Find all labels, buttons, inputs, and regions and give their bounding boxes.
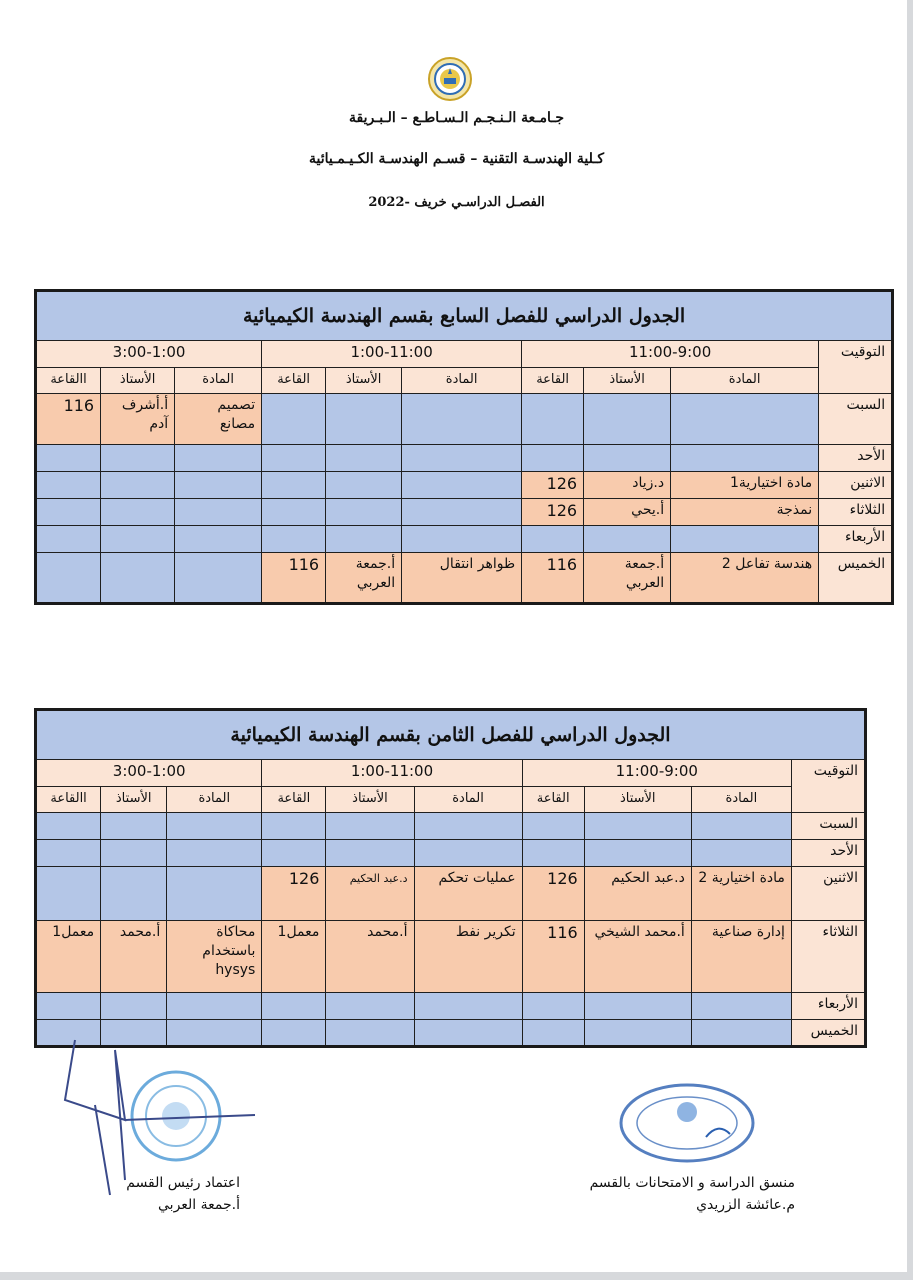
slot-header-1: 11:00-9:00: [522, 760, 791, 787]
subject-cell: محاكاة باستخدام hysys: [167, 921, 262, 993]
room-header: االقاعة: [36, 787, 101, 813]
teacher-cell: د.زياد: [584, 472, 671, 499]
teacher-header: الأستاذ: [584, 368, 671, 394]
day-label: الأحد: [819, 445, 893, 472]
room-cell: [522, 813, 584, 840]
room-cell: 116: [522, 921, 584, 993]
subject-cell: [414, 840, 522, 867]
room-header: القاعة: [522, 787, 584, 813]
slot-header-3: 3:00-1:00: [36, 341, 262, 368]
day-label: الأربعاء: [819, 526, 893, 553]
teacher-cell: [101, 553, 175, 604]
teacher-header: الأستاذ: [584, 787, 691, 813]
teacher-cell: [584, 1020, 691, 1047]
room-header: القاعة: [262, 368, 326, 394]
teacher-cell: [326, 993, 414, 1020]
room-cell: [36, 840, 101, 867]
subject-cell: [671, 526, 819, 553]
room-cell: [522, 1020, 584, 1047]
teacher-cell: [326, 499, 402, 526]
room-cell: [36, 499, 101, 526]
room-header: القاعة: [522, 368, 584, 394]
subject-cell: [167, 840, 262, 867]
signature-title: اعتماد رئيس القسم: [126, 1175, 240, 1191]
teacher-cell: د.عبد الحكيم: [584, 867, 691, 921]
day-label: الاثنين: [819, 472, 893, 499]
teacher-cell: [584, 993, 691, 1020]
university-logo-icon: [427, 56, 473, 102]
teacher-cell: [326, 472, 402, 499]
teacher-cell: أ.محمد الشيخي: [584, 921, 691, 993]
signature-title: منسق الدراسة و الامتحانات بالقسم: [589, 1175, 795, 1191]
teacher-header: الأستاذ: [326, 787, 414, 813]
teacher-cell: أ.يحي: [584, 499, 671, 526]
room-cell: [262, 526, 326, 553]
subject-cell: [167, 993, 262, 1020]
subject-cell: [175, 472, 262, 499]
subject-cell: تصميم مصانع: [175, 394, 262, 445]
teacher-cell: أ.جمعة العربي: [584, 553, 671, 604]
room-cell: 126: [262, 867, 326, 921]
room-cell: [522, 840, 584, 867]
subject-header: المادة: [414, 787, 522, 813]
room-cell: [36, 472, 101, 499]
room-cell: 116: [262, 553, 326, 604]
room-cell: [36, 553, 101, 604]
room-cell: [36, 526, 101, 553]
subject-cell: [414, 813, 522, 840]
subject-cell: هندسة تفاعل 2: [671, 553, 819, 604]
day-label: السبت: [791, 813, 865, 840]
teacher-cell: أ.أشرف آدم: [101, 394, 175, 445]
subject-cell: [167, 813, 262, 840]
teacher-cell: [101, 472, 175, 499]
subject-cell: تكرير نفط: [414, 921, 522, 993]
subject-cell: [402, 526, 522, 553]
teacher-header: الأستاذ: [101, 368, 175, 394]
room-cell: [522, 394, 584, 445]
subject-cell: [414, 1020, 522, 1047]
subject-cell: [175, 553, 262, 604]
head-approval-signature: [110, 1172, 240, 1216]
room-cell: [36, 445, 101, 472]
slot-header-1: 11:00-9:00: [522, 341, 819, 368]
teacher-cell: [326, 1020, 414, 1047]
room-cell: [262, 1020, 326, 1047]
table-title: الجدول الدراسي للفصل السابع بقسم الهندسة الكيميائية: [36, 291, 893, 341]
room-cell: 116: [36, 394, 101, 445]
teacher-cell: [101, 993, 167, 1020]
day-label: السبت: [819, 394, 893, 445]
subject-header: المادة: [691, 787, 791, 813]
subject-cell: [414, 993, 522, 1020]
room-cell: 126: [522, 472, 584, 499]
subject-header: المادة: [167, 787, 262, 813]
subject-cell: [402, 445, 522, 472]
room-cell: [522, 445, 584, 472]
room-cell: 126: [522, 867, 584, 921]
subject-cell: [691, 813, 791, 840]
teacher-cell: [101, 526, 175, 553]
subject-cell: [691, 840, 791, 867]
signature-name: أ.جمعة العربي: [158, 1197, 240, 1213]
day-label: الخميس: [791, 1020, 865, 1047]
semester-label: الفصـل الدراسـي خريف -2022: [368, 195, 545, 210]
coordinator-stamp-icon: [618, 1082, 756, 1164]
room-cell: [36, 813, 101, 840]
room-cell: [262, 394, 326, 445]
room-cell: [262, 472, 326, 499]
subject-header: المادة: [402, 368, 522, 394]
schedule-table-semester-7: [34, 289, 894, 605]
day-label: الخميس: [819, 553, 893, 604]
teacher-cell: [326, 526, 402, 553]
teacher-cell: [584, 394, 671, 445]
table-title: الجدول الدراسي للفصل الثامن بقسم الهندسة الكيميائية: [36, 710, 866, 760]
teacher-cell: [584, 840, 691, 867]
teacher-cell: أ.محمد: [101, 921, 167, 993]
room-cell: معمل1: [36, 921, 101, 993]
teacher-header: الأستاذ: [101, 787, 167, 813]
room-cell: [262, 499, 326, 526]
day-label: الثلاثاء: [819, 499, 893, 526]
teacher-cell: [326, 445, 402, 472]
page-edge-bottom: [0, 1272, 913, 1280]
subject-cell: [691, 1020, 791, 1047]
subject-header: المادة: [175, 368, 262, 394]
teacher-cell: [101, 813, 167, 840]
teacher-cell: د.عبد الحكيم: [326, 867, 414, 921]
day-label: الاثنين: [791, 867, 865, 921]
teacher-cell: أ.جمعة العربي: [326, 553, 402, 604]
university-name: جـامـعة الـنـجـم الـسـاطـع – الـبـريقة: [348, 110, 565, 126]
room-cell: [36, 867, 101, 921]
teacher-cell: [326, 394, 402, 445]
teacher-header: الأستاذ: [326, 368, 402, 394]
slot-header-2: 1:00-11:00: [262, 760, 522, 787]
subject-header: المادة: [671, 368, 819, 394]
room-cell: معمل1: [262, 921, 326, 993]
subject-cell: [691, 993, 791, 1020]
subject-cell: [402, 472, 522, 499]
room-cell: [262, 813, 326, 840]
signature-name: م.عائشة الزريدي: [696, 1197, 795, 1213]
teacher-cell: [101, 840, 167, 867]
day-label: الثلاثاء: [791, 921, 865, 993]
room-cell: 116: [522, 553, 584, 604]
slot-header-2: 1:00-11:00: [262, 341, 522, 368]
subject-cell: [175, 445, 262, 472]
subject-cell: [402, 499, 522, 526]
subject-cell: [167, 867, 262, 921]
subject-cell: مادة اختيارية 2: [691, 867, 791, 921]
room-header: االقاعة: [36, 368, 101, 394]
time-header: التوقيت: [791, 760, 865, 813]
room-cell: [522, 526, 584, 553]
schedule-table-semester-8: [34, 708, 867, 1048]
subject-cell: نمذجة: [671, 499, 819, 526]
room-cell: [262, 993, 326, 1020]
teacher-cell: [326, 840, 414, 867]
coordinator-signature: [555, 1172, 795, 1216]
subject-cell: مادة اختيارية1: [671, 472, 819, 499]
room-cell: [262, 840, 326, 867]
subject-cell: [671, 394, 819, 445]
subject-cell: [671, 445, 819, 472]
teacher-cell: [101, 499, 175, 526]
teacher-cell: [101, 867, 167, 921]
faculty-name: كـلية الهندسـة التقنية – قسـم الهندسـة الكـيـمـيائية: [308, 151, 605, 167]
room-cell: [522, 993, 584, 1020]
teacher-cell: [584, 526, 671, 553]
teacher-cell: [326, 813, 414, 840]
room-cell: [36, 993, 101, 1020]
subject-cell: ظواهر انتقال: [402, 553, 522, 604]
time-header: التوقيت: [819, 341, 893, 394]
teacher-cell: [101, 445, 175, 472]
subject-cell: [402, 394, 522, 445]
teacher-cell: أ.محمد: [326, 921, 414, 993]
day-label: الأربعاء: [791, 993, 865, 1020]
day-label: الأحد: [791, 840, 865, 867]
page-edge-right: [907, 0, 913, 1280]
teacher-cell: [584, 445, 671, 472]
subject-cell: [175, 526, 262, 553]
teacher-cell: [584, 813, 691, 840]
subject-cell: عمليات تحكم: [414, 867, 522, 921]
subject-cell: [175, 499, 262, 526]
room-header: القاعة: [262, 787, 326, 813]
room-cell: [262, 445, 326, 472]
subject-cell: إدارة صناعية: [691, 921, 791, 993]
room-cell: 126: [522, 499, 584, 526]
slot-header-3: 3:00-1:00: [36, 760, 262, 787]
